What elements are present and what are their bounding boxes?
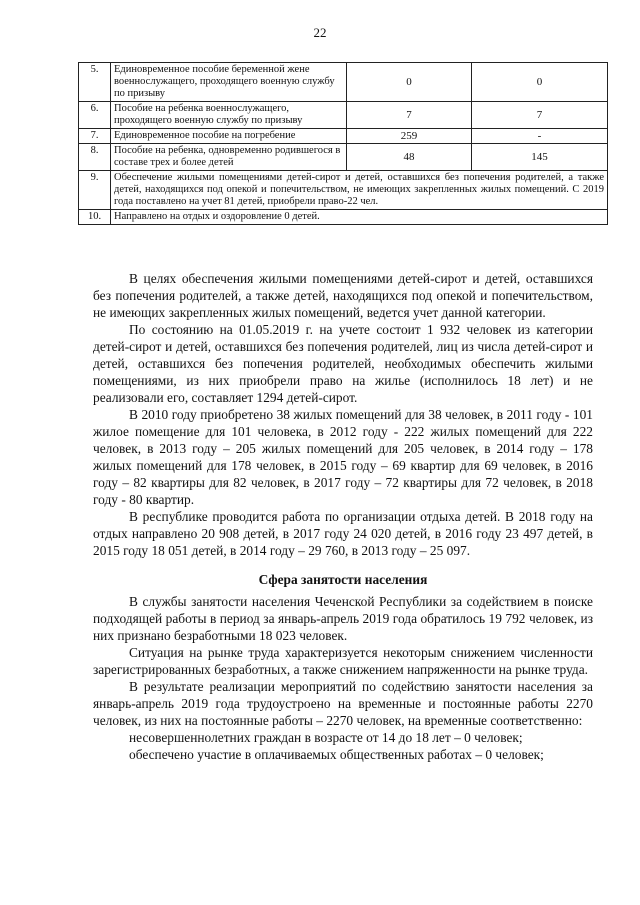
- page-number: 22: [313, 25, 327, 40]
- row-value-1: 48: [347, 144, 472, 171]
- list-item: несовершеннолетних граждан в возрасте от 14 до 18 лет – 0 человек;: [129, 730, 523, 745]
- paragraph: В целях обеспечения жилыми помещениями детей-сирот и детей, оставшихся без попечения родителей, а также детей, находящихся под опекой и попечительством, не имеющих закрепленных жилых помещений, ведется учет данной категории.: [93, 271, 593, 320]
- row-full-text: Направлено на отдых и оздоровление 0 детей.: [111, 210, 608, 225]
- row-name: Единовременное пособие беременной жене военнослужащего, проходящего военную службу по призыву: [111, 63, 347, 102]
- row-number: 5.: [79, 63, 111, 102]
- paragraph: В результате реализации мероприятий по содействию занятости населения за январь-апрель 2019 года трудоустроено на временные и постоянные работы 2270 человек, из них на постоянные работы – 2270 человек, на временные соответственно:: [93, 679, 593, 728]
- paragraph: По состоянию на 01.05.2019 г. на учете состоит 1 932 человек из категории детей-сирот и детей, оставшихся без попечения родителей, лиц из числа детей-сирот и детей, оставшихся без попечения родителей, необходимых обеспечить жилыми помещениями, из них приобрели право на жилье (исполнилось 18 лет) и не реализовали его, составляет 1294 детей-сирот.: [93, 322, 593, 405]
- paragraph: В 2010 году приобретено 38 жилых помещений для 38 человек, в 2011 году - 101 жилое помещение для 101 человека, в 2012 году - 222 жилых помещений для 222 человек, в 2013 году – 205 жилых помещений для 205 человек, в 2014 году – 178 жилых помещений для 178 человек, в 2015 году – 69 квартир для 69 человек, в 2016 году – 82 квартиры для 82 человек, в 2017 году – 72 квартиры для 72 человек, в 2018 году - 80 квартир.: [93, 407, 593, 507]
- row-value-2: -: [472, 129, 608, 144]
- main-text: [93, 270, 593, 763]
- row-name: Пособие на ребенка, одновременно родившегося в составе трех и более детей: [111, 144, 347, 171]
- row-value-2: 145: [472, 144, 608, 171]
- row-number: 8.: [79, 144, 111, 171]
- benefits-table: [78, 62, 608, 225]
- table-row: [79, 171, 608, 210]
- row-number: 10.: [79, 210, 111, 225]
- row-full-text: Обеспечение жилыми помещениями детей-сирот и детей, оставшихся без попечения родителей, а также детей, находящихся под опекой и попечительством, не имеющих закрепленных жилых помещений. С 2019 года поставлено на учет 81 детей, приобрели право-22 чел.: [111, 171, 608, 210]
- table-row: [79, 129, 608, 144]
- table-row: [79, 144, 608, 171]
- table-row: [79, 102, 608, 129]
- section-heading: Сфера занятости населения: [258, 572, 428, 587]
- row-value-1: 0: [347, 63, 472, 102]
- paragraph: В службы занятости населения Чеченской Республики за содействием в поиске подходящей работы в период за январь-апрель 2019 года обратилось 19 792 человек, из них признано безработными 18 023 человек.: [93, 594, 593, 643]
- row-number: 6.: [79, 102, 111, 129]
- row-number: 9.: [79, 171, 111, 210]
- paragraph: В республике проводится работа по организации отдыха детей. В 2018 году на отдых направлено 20 908 детей, в 2017 году 24 020 детей, в 2016 году 23 497 детей, в 2015 году 18 051 детей, в 2014 году – 29 760, в 2013 году – 25 097.: [93, 509, 593, 558]
- list-item: обеспечено участие в оплачиваемых общественных работах – 0 человек;: [129, 747, 544, 762]
- row-value-1: 7: [347, 102, 472, 129]
- row-value-2: 7: [472, 102, 608, 129]
- table-row: [79, 210, 608, 225]
- table-row: [79, 63, 608, 102]
- row-name: Единовременное пособие на погребение: [111, 129, 347, 144]
- row-number: 7.: [79, 129, 111, 144]
- row-name: Пособие на ребенка военнослужащего, проходящего военную службу по призыву: [111, 102, 347, 129]
- paragraph: Ситуация на рынке труда характеризуется некоторым снижением численности зарегистрированных безработных, а также снижением напряженности на рынке труда.: [93, 645, 593, 677]
- row-value-2: 0: [472, 63, 608, 102]
- row-value-1: 259: [347, 129, 472, 144]
